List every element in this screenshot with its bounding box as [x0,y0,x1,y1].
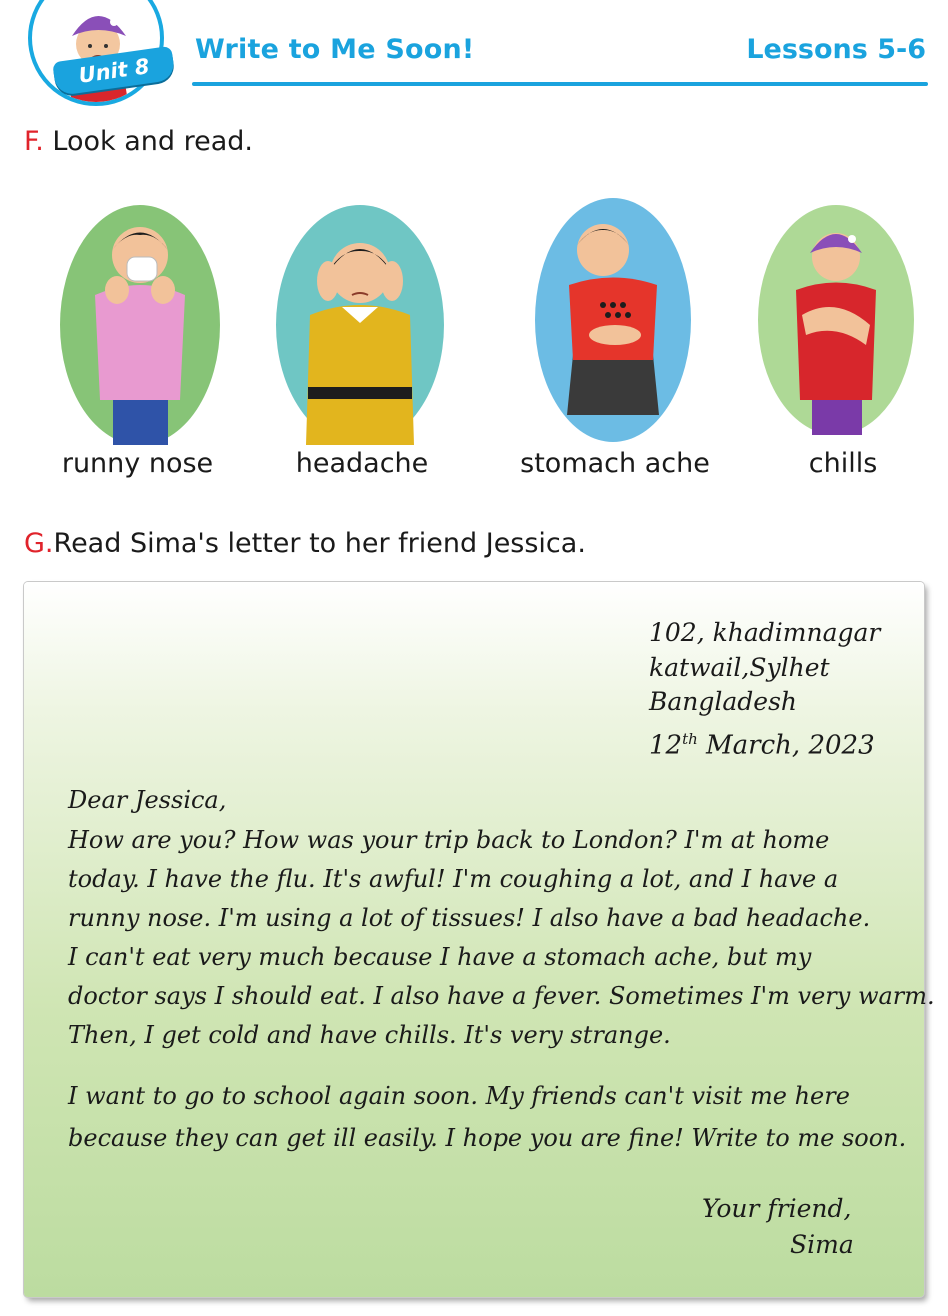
letter-line: I want to go to school again soon. My friends can't visit me here [68,1082,850,1110]
date-day: 12 [649,730,683,761]
letter-signature: Sima [790,1230,854,1259]
header-divider [192,82,928,86]
letter-line: doctor says I should eat. I also have a fever. Sometimes I'm very warm. [68,982,935,1010]
letter-line: I can't eat very much because I have a stomach ache, but my [68,943,812,971]
letter-card [24,582,935,1297]
section-f-letter: F. [24,126,44,157]
caption-headache: headache [295,448,429,479]
letter-line: because they can get ill easily. I hope you are fine! Write to me soon. [68,1124,907,1152]
stomach-ache-illustration [533,195,693,445]
address-line-3: Bangladesh [649,687,798,716]
caption-runny-nose: runny nose [61,448,214,479]
address-line-1: 102, khadimnagar [649,618,881,647]
section-f-instruction: Look and read. [52,126,253,157]
letter-line: How are you? How was your trip back to London? I'm at home [68,826,830,854]
chills-illustration [756,195,916,445]
unit-badge [28,0,166,108]
section-f-heading [24,126,253,157]
runny-nose-illustration [55,195,225,445]
date-rest: March, 2023 [697,730,875,761]
letter-line: Then, I get cold and have chills. It's very strange. [68,1021,671,1049]
letter-date [649,730,875,761]
section-g-instruction: Read Sima's letter to her friend Jessica. [53,528,586,559]
date-suffix: th [682,730,698,748]
headache-illustration [272,195,448,445]
section-g-letter: G. [24,528,54,559]
address-line-2: katwail,Sylhet [649,653,830,682]
unit-label: Unit 8 [52,46,176,96]
letter-closing: Your friend, [702,1194,852,1223]
caption-stomach-ache: stomach ache [520,448,710,479]
lessons-label: Lessons 5-6 [746,34,926,65]
page-title: Write to Me Soon! [195,34,475,65]
section-g-heading [24,528,586,559]
letter-line: today. I have the flu. It's awful! I'm coughing a lot, and I have a [68,865,839,893]
letter-line: runny nose. I'm using a lot of tissues! I also have a bad headache. [68,904,871,932]
letter-greeting: Dear Jessica, [68,786,227,814]
caption-chills: chills [808,448,878,479]
